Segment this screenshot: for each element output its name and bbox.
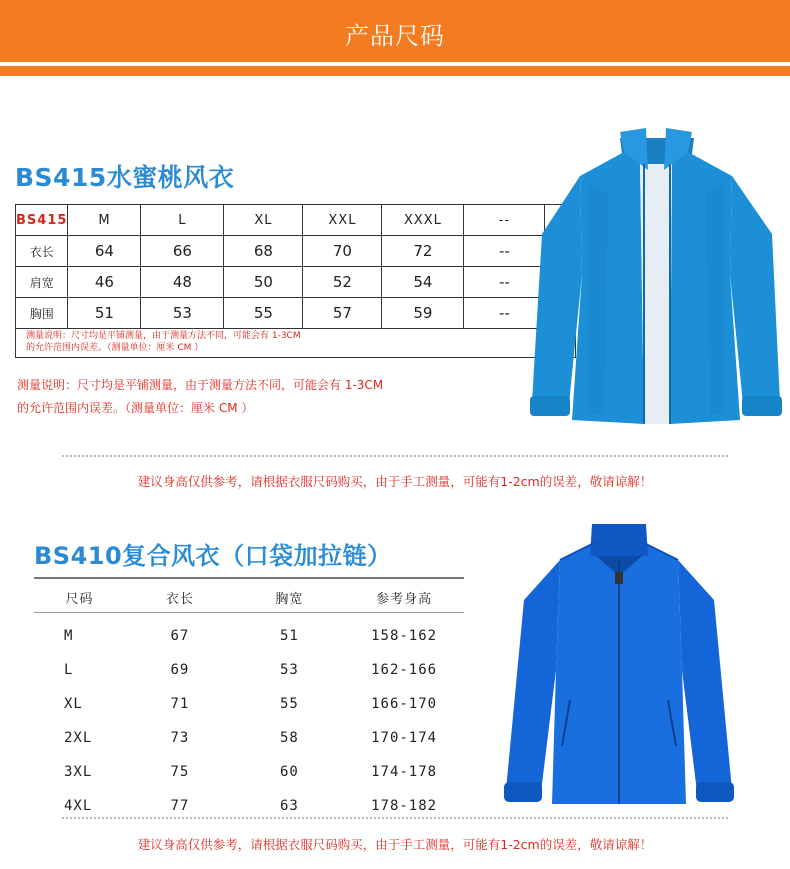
table-cell: 54 (382, 267, 464, 298)
column-header: 胸宽 (275, 591, 304, 607)
table-row (34, 619, 464, 653)
table-row (34, 687, 464, 721)
table-cell: 60 (280, 764, 299, 780)
table-cell: 162-166 (371, 662, 438, 678)
size-table-bs415 (15, 204, 576, 358)
table-cell: 64 (68, 236, 141, 267)
table-cell: 67 (170, 628, 190, 644)
product-title-bs410: BS410复合风衣（口袋加拉链） (34, 542, 392, 570)
size-cell: 3XL (64, 764, 93, 780)
size-header: XXXL (382, 205, 464, 236)
table-note (16, 329, 576, 358)
table-cell: 66 (141, 236, 224, 267)
table-cell: 50 (224, 267, 303, 298)
table-cell: 69 (170, 662, 190, 678)
table-cell: 46 (68, 267, 141, 298)
product-code-cell: BS415 (16, 205, 68, 236)
table-cell: 55 (224, 298, 303, 329)
size-cell: L (64, 662, 74, 678)
table-cell: 70 (303, 236, 382, 267)
table-row (34, 653, 464, 687)
table-note-line: 的允许范围内误差。（测量单位：厘米 CM ） (26, 343, 204, 353)
size-header: -- (464, 205, 545, 236)
table-cell: 73 (170, 730, 190, 746)
table-cell: 51 (68, 298, 141, 329)
table-cell: 75 (170, 764, 190, 780)
table-cell: 174-178 (371, 764, 438, 780)
table-cell: 52 (303, 267, 382, 298)
size-header: XL (224, 205, 303, 236)
table-cell: 59 (382, 298, 464, 329)
jacket-image-bs410 (500, 520, 738, 812)
table-cell: 63 (280, 798, 299, 814)
table-cell: -- (464, 267, 545, 298)
advice-text: 建议身高仅供参考，请根据衣服尺码购买，由于手工测量，可能有1-2cm的误差，敬请谅解！ (137, 837, 653, 852)
table-cell: 53 (280, 662, 299, 678)
table-header-row (16, 205, 576, 236)
table-row (16, 236, 576, 267)
size-cell: 2XL (64, 730, 93, 746)
size-cell: M (64, 628, 74, 644)
table-cell: 55 (280, 696, 299, 712)
table-cell: 178-182 (371, 798, 438, 814)
divider (62, 455, 728, 457)
table-cell: -- (464, 236, 545, 267)
table-top-rule (34, 577, 464, 579)
table-cell: 68 (224, 236, 303, 267)
jacket-image-bs415 (528, 124, 784, 448)
table-cell: 48 (141, 267, 224, 298)
table-cell: 166-170 (371, 696, 438, 712)
table-note-line: 测量说明：尺寸均是平铺测量，由于测量方法不同，可能会有 1-3CM (26, 331, 301, 341)
size-header: M (68, 205, 141, 236)
column-header: 衣长 (165, 591, 194, 607)
table-header-row (34, 583, 464, 611)
table-row (16, 298, 576, 329)
table-cell: 51 (280, 628, 299, 644)
measurement-note: 测量说明：尺寸均是平铺测量，由于测量方法不同，可能会有 1-3CM (17, 378, 384, 392)
row-label: 衣长 (16, 236, 68, 267)
size-cell: XL (64, 696, 83, 712)
banner-title: 产品尺码 (345, 22, 445, 50)
table-cell: 58 (280, 730, 299, 746)
table-row (34, 721, 464, 755)
advice-text: 建议身高仅供参考，请根据衣服尺码购买，由于手工测量，可能有1-2cm的误差，敬请谅解！ (137, 474, 653, 489)
column-header: 参考身高 (376, 591, 433, 607)
measurement-note: 的允许范围内误差。（测量单位：厘米 CM ） (17, 401, 254, 415)
divider (62, 817, 728, 819)
table-row (16, 267, 576, 298)
table-cell: 158-162 (371, 628, 438, 644)
table-cell: 77 (170, 798, 190, 814)
size-header: XXL (303, 205, 382, 236)
table-cell: 57 (303, 298, 382, 329)
size-header: L (141, 205, 224, 236)
table-cell: 170-174 (371, 730, 438, 746)
size-cell: 4XL (64, 798, 93, 814)
product-title-bs415: BS415水蜜桃风衣 (15, 163, 235, 192)
column-header: 尺码 (65, 591, 94, 607)
row-label: 胸围 (16, 298, 68, 329)
table-cell: -- (464, 298, 545, 329)
row-label: 肩宽 (16, 267, 68, 298)
table-row (34, 755, 464, 789)
table-note-row (16, 329, 576, 358)
size-table-bs410 (34, 583, 464, 823)
table-cell: 71 (170, 696, 190, 712)
table-cell: 53 (141, 298, 224, 329)
table-cell: 72 (382, 236, 464, 267)
